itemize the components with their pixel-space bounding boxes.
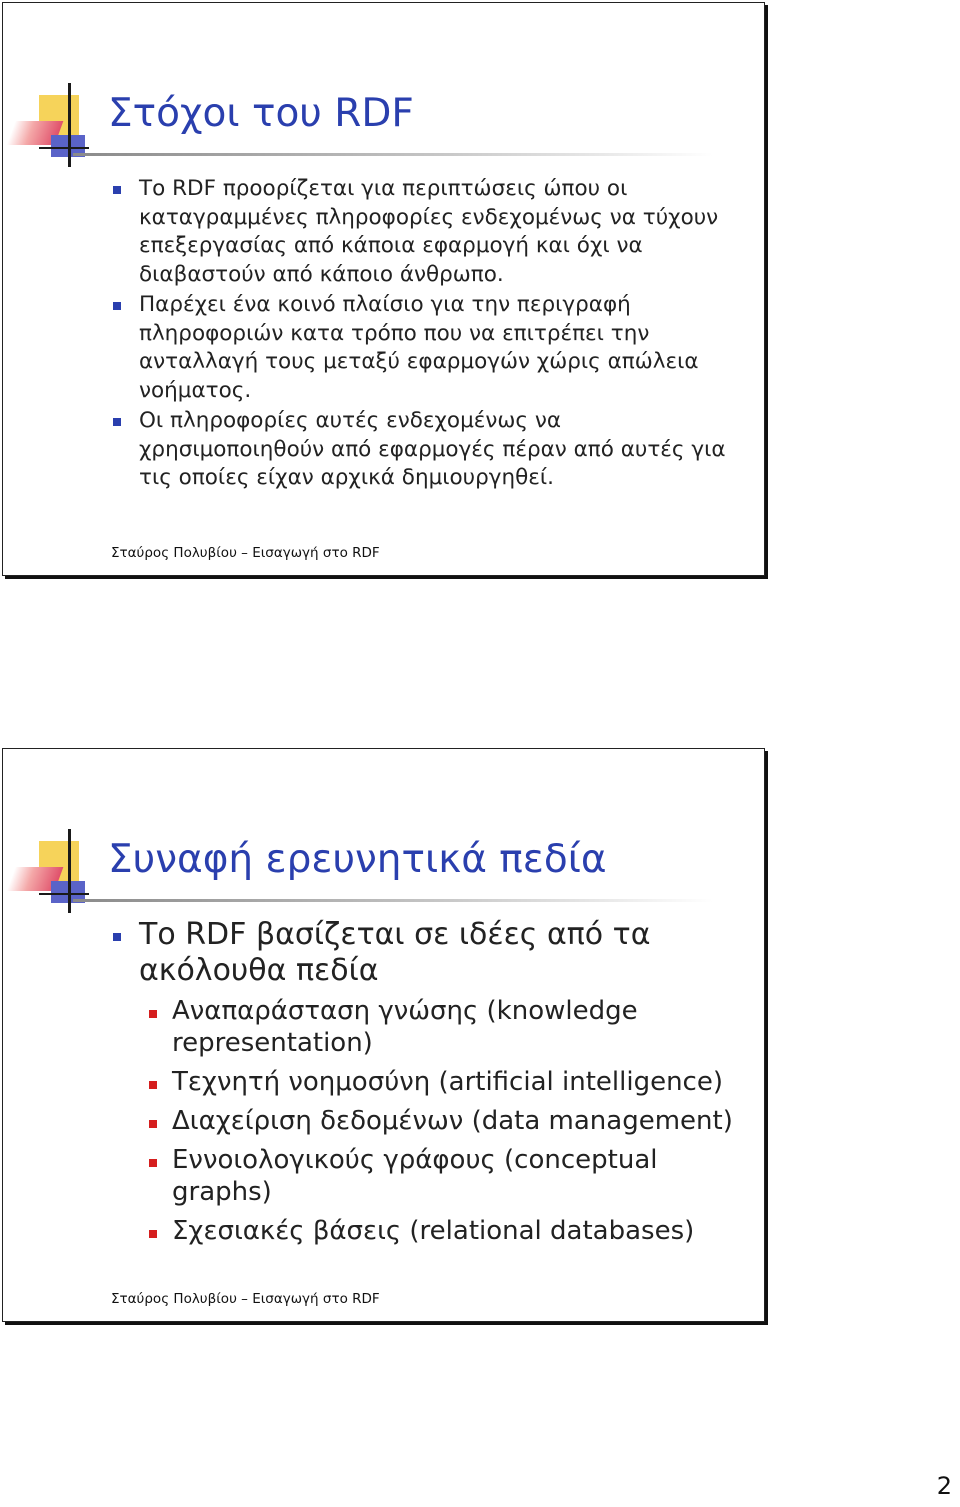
sub-bullet-square-icon xyxy=(149,1010,157,1018)
bullet-square-icon xyxy=(113,186,121,194)
sub-bullet-square-icon xyxy=(149,1230,157,1238)
bullet-square-icon xyxy=(113,933,121,941)
sub-bullet-square-icon xyxy=(149,1159,157,1167)
bullet-square-icon xyxy=(113,302,121,310)
list-item: Το RDF προορίζεται για περιπτώσεις ώπου οι καταγραμμένες πληροφορίες ενδεχομένως να τύχουν επεξεργασίας από κάποια εφαρμογή και όχι να διαβαστούν από κάποιο άνθρωπο. xyxy=(108,175,748,289)
page-number: 2 xyxy=(936,1472,952,1500)
sub-list-item: Αναπαράσταση γνώσης (knowledge representation) xyxy=(139,995,748,1059)
slide-decoration-icon xyxy=(11,829,111,929)
title-divider xyxy=(73,899,713,902)
list-item: Οι πληροφορίες αυτές ενδεχομένως να χρησιμοποιηθούν από εφαρμογές πέραν από αυτές για τις οποίες είχαν αρχικά δημιουργηθεί. xyxy=(108,407,748,493)
sub-list-item: Εννοιολογικούς γράφους (conceptual graphs) xyxy=(139,1144,748,1208)
bullet-list xyxy=(108,917,748,1254)
bullet-list xyxy=(108,175,748,495)
slide-1 xyxy=(2,2,765,576)
list-item: Παρέχει ένα κοινό πλαίσιο για την περιγραφή πληροφοριών κατα τρόπο που να επιτρέπει την ανταλλαγή τους μεταξύ εφαρμογών χώρις απώλεια νοήματος. xyxy=(108,291,748,405)
slide-decoration-icon xyxy=(11,83,111,183)
slide-2 xyxy=(2,748,765,1322)
bullet-square-icon xyxy=(113,418,121,426)
sub-list-item: Σχεσιακές βάσεις (relational databases) xyxy=(139,1215,748,1247)
slide-title: Στόχοι του RDF xyxy=(108,91,414,136)
sub-bullet-square-icon xyxy=(149,1120,157,1128)
title-divider xyxy=(73,153,713,156)
list-item: Το RDF βασίζεται σε ιδέες από τα ακόλουθα πεδία Αναπαράσταση γνώσης (knowledge representation) Τεχνητή νοημοσύνη (artificial intelligence) Διαχείριση δεδομένων (data management) Εννοιολογικούς γράφους (conceptual graphs) Σχεσιακές βάσεις (relational databases) xyxy=(108,917,748,1247)
slide-footer: Σταύρος Πολυβίου – Εισαγωγή στο RDF xyxy=(111,545,380,561)
sub-bullet-list xyxy=(139,995,748,1247)
sub-bullet-square-icon xyxy=(149,1081,157,1089)
slide-title: Συναφή ερευνητικά πεδία xyxy=(108,837,607,882)
sub-list-item: Διαχείριση δεδομένων (data management) xyxy=(139,1105,748,1137)
sub-list-item: Τεχνητή νοημοσύνη (artificial intelligence) xyxy=(139,1066,748,1098)
slide-footer: Σταύρος Πολυβίου – Εισαγωγή στο RDF xyxy=(111,1291,380,1307)
